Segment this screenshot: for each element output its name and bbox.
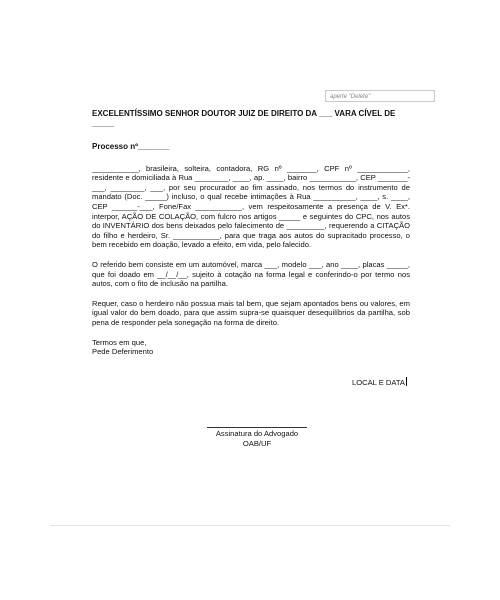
closing-line-1: Termos em que, [92,337,147,347]
process-number: Processo nº_______ [92,142,170,151]
instruction-note: aperte "Delete" [325,90,435,102]
closing-line-2: Pede Deferimento [92,347,154,357]
signature-label: Assinatura do Advogado [215,429,299,439]
petition-paragraph-3: Requer, caso o herdeiro não possua mais tal bem, que sejam apontados bens ou valores, em igual valor do bem doado, para que assim supra-se quaisquer desequilíbrios da partilha, sob pena de responder pela sonegação na forma de direito. [92,298,410,327]
local-and-date-text: LOCAL E DATA [351,377,405,387]
local-and-date[interactable] [92,377,410,388]
document-heading: EXCELENTÍSSIMO SENHOR DOUTOR JUIZ DE DIREITO DA ___ VARA CÍVEL DE _____ [92,109,396,128]
petition-document [92,109,410,448]
page-bottom-divider [50,525,450,526]
oab-label: OAB/UF [242,438,272,448]
closing-block [92,338,410,357]
signature-block [92,427,410,448]
text-cursor [406,377,407,386]
petition-paragraph-1: ___________, brasileira, solteira, contadora, RG nº _______, CPF nº ____________, residente e domiciliada à Rua ________, ____, ap. ____, bairro ___________, CEP _______-___, ________, ___, por seu procurador ao fim assinado, nos termos do instrumento de mandato (Doc. _____) incluso, o qual recebe intimações à Rua __________, ____, s. ____, CEP ______-___, Fone/Fax ___________, vem respeitosamente a presença de V. Ex*. interpor, AÇÃO DE COLAÇÃO, com fulcro nos artigos _____ e seguintes do CPC, nos autos do INVENTÁRIO dos bens deixados pelo falecimento de _________, requerendo a CITAÇÃO do filho e herdeiro, Sr. ___________, para que traga aos autos do supracitado processo, o bem recebido em doação, levado a efeito, em vida, pelo falecido. [92,163,410,250]
petition-paragraph-2: O referido bem consiste em um automóvel, marca ___, modelo ___, ano ____, placas _____, que foi doado em __/__/__, sujeito à cotação na forma legal e conferindo-o por termo nos autos, com o fito de inclusão na partilha. [92,259,410,289]
